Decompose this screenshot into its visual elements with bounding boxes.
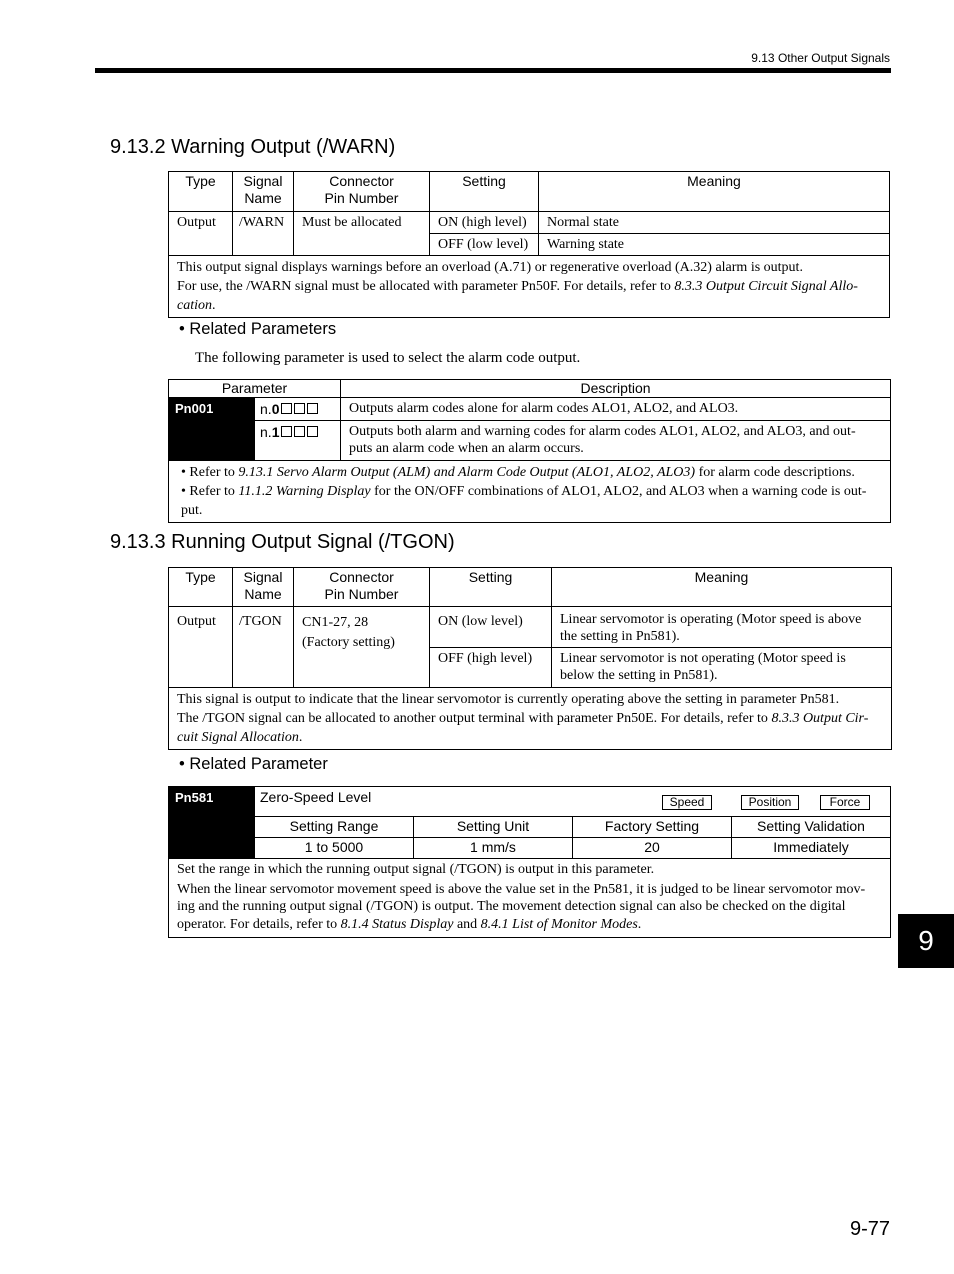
tgon-note-line1: This signal is output to indicate that the linear servomotor is currently operating above the setting in parameter Pn581. [177, 692, 840, 707]
col-type: Type [169, 172, 233, 212]
tgon-signal-table [168, 567, 892, 750]
col-signal-name: Signal Name [233, 172, 294, 212]
col-setting-unit: Setting Unit [414, 817, 573, 838]
col-setting-validation: Setting Validation [732, 817, 891, 838]
connector-cell: Must be allocated [294, 212, 430, 256]
pn001-note1: • Refer to 9.13.1 Servo Alarm Output (ALM) and Alarm Code Output (ALO1, ALO2, ALO3) for alarm code descriptions. [181, 465, 855, 480]
col-setting: Setting [430, 568, 552, 607]
section-title-tgon: 9.13.3 Running Output Signal (/TGON) [110, 531, 455, 553]
code-n1: n.1 [255, 421, 341, 461]
meaning-off: Linear servomotor is not operating (Motor speed is below the setting in Pn581). [552, 648, 892, 688]
param-name: Zero-Speed Level [260, 789, 372, 805]
related-parameters-bullet: • Related Parameters [179, 320, 337, 338]
warn-note-line2: For use, the /WARN signal must be allocated with parameter Pn50F. For details, refer to 8.3.3 Output Circuit Signal Allo- cation. [177, 279, 858, 313]
col-type: Type [169, 568, 233, 607]
pn581-note [169, 859, 891, 938]
section-title-warn: 9.13.2 Warning Output (/WARN) [110, 136, 396, 158]
warn-note-line1: This output signal displays warnings before an overload (A.71) or regenerative overload (A.32) alarm is output. [177, 260, 803, 275]
desc-n0: Outputs alarm codes alone for alarm codes ALO1, ALO2, and ALO3. [341, 398, 891, 421]
chapter-tab: 9 [898, 914, 954, 968]
col-meaning: Meaning [552, 568, 892, 607]
ref-link: 8.3.3 Output Circuit Signal Allo- cation [177, 279, 858, 313]
val-setting-validation: Immediately [732, 838, 891, 859]
running-header: 9.13 Other Output Signals [751, 51, 890, 65]
col-signal-name: Signal Name [233, 568, 294, 607]
col-meaning: Meaning [539, 172, 890, 212]
header-rule [95, 68, 891, 73]
pn001-note2: • Refer to 11.1.2 Warning Display for the ON/OFF combinations of ALO1, ALO2, and ALO3 when a warning code is out- put. [181, 484, 867, 518]
speed-tag: Speed [662, 795, 712, 810]
force-tag: Force [820, 795, 870, 810]
position-tag: Position [741, 795, 799, 810]
col-setting: Setting [430, 172, 539, 212]
setting-on: ON (high level) [430, 212, 539, 234]
pn001-table [168, 379, 891, 523]
warn-note [169, 256, 890, 318]
val-setting-unit: 1 mm/s [414, 838, 573, 859]
meaning-on: Normal state [539, 212, 890, 234]
val-setting-range: 1 to 5000 [255, 838, 414, 859]
col-parameter: Parameter [169, 380, 341, 398]
ref-link: 8.3.3 Output Cir- cuit Signal Allocation [177, 711, 869, 745]
pn581-note-line2: When the linear servomotor movement speed is above the value set in the Pn581, it is judged to be linear servomotor mov- ing and the running output signal (/TGON) is output. The movement detection signal can also be checked on the digital operator. For details, refer to 8.1.4 Status Display and 8.4.1 List of Monitor Modes. [177, 881, 866, 932]
col-setting-range: Setting Range [255, 817, 414, 838]
param-pn001: Pn001 [169, 398, 255, 461]
pn001-notes [169, 461, 891, 523]
setting-on: ON (low level) [430, 607, 552, 648]
page-number: 9-77 [849, 1218, 890, 1240]
related-parameter-bullet: • Related Parameter [179, 755, 328, 773]
col-connector: Connector Pin Number [294, 172, 430, 212]
col-description: Description [341, 380, 891, 398]
param-name-row [255, 787, 891, 817]
desc-n1: Outputs both alarm and warning codes for alarm codes ALO1, ALO2, and ALO3, and out- puts an alarm code when an alarm occurs. [341, 421, 891, 461]
col-factory-setting: Factory Setting [573, 817, 732, 838]
meaning-off: Warning state [539, 234, 890, 256]
val-factory-setting: 20 [573, 838, 732, 859]
type-cell: Output [169, 212, 233, 256]
pn581-table [168, 786, 891, 938]
pn581-note-line1: Set the range in which the running output signal (/TGON) is output in this parameter. [177, 862, 655, 877]
signal-cell: /TGON [233, 607, 294, 688]
col-connector: Connector Pin Number [294, 568, 430, 607]
tgon-note-line2: The /TGON signal can be allocated to another output terminal with parameter Pn50E. For details, refer to 8.3.3 Output Cir- cuit Signal Allocation. [177, 711, 869, 745]
signal-cell: /WARN [233, 212, 294, 256]
code-n0: n.0 [255, 398, 341, 421]
connector-cell: CN1-27, 28 (Factory setting) [294, 607, 430, 688]
type-cell: Output [169, 607, 233, 688]
related-intro: The following parameter is used to select the alarm code output. [195, 350, 581, 366]
setting-off: OFF (low level) [430, 234, 539, 256]
setting-off: OFF (high level) [430, 648, 552, 688]
tgon-note [169, 688, 892, 750]
warn-signal-table [168, 171, 890, 318]
meaning-on: Linear servomotor is operating (Motor speed is above the setting in Pn581). [552, 607, 892, 648]
param-pn581: Pn581 [169, 787, 255, 859]
